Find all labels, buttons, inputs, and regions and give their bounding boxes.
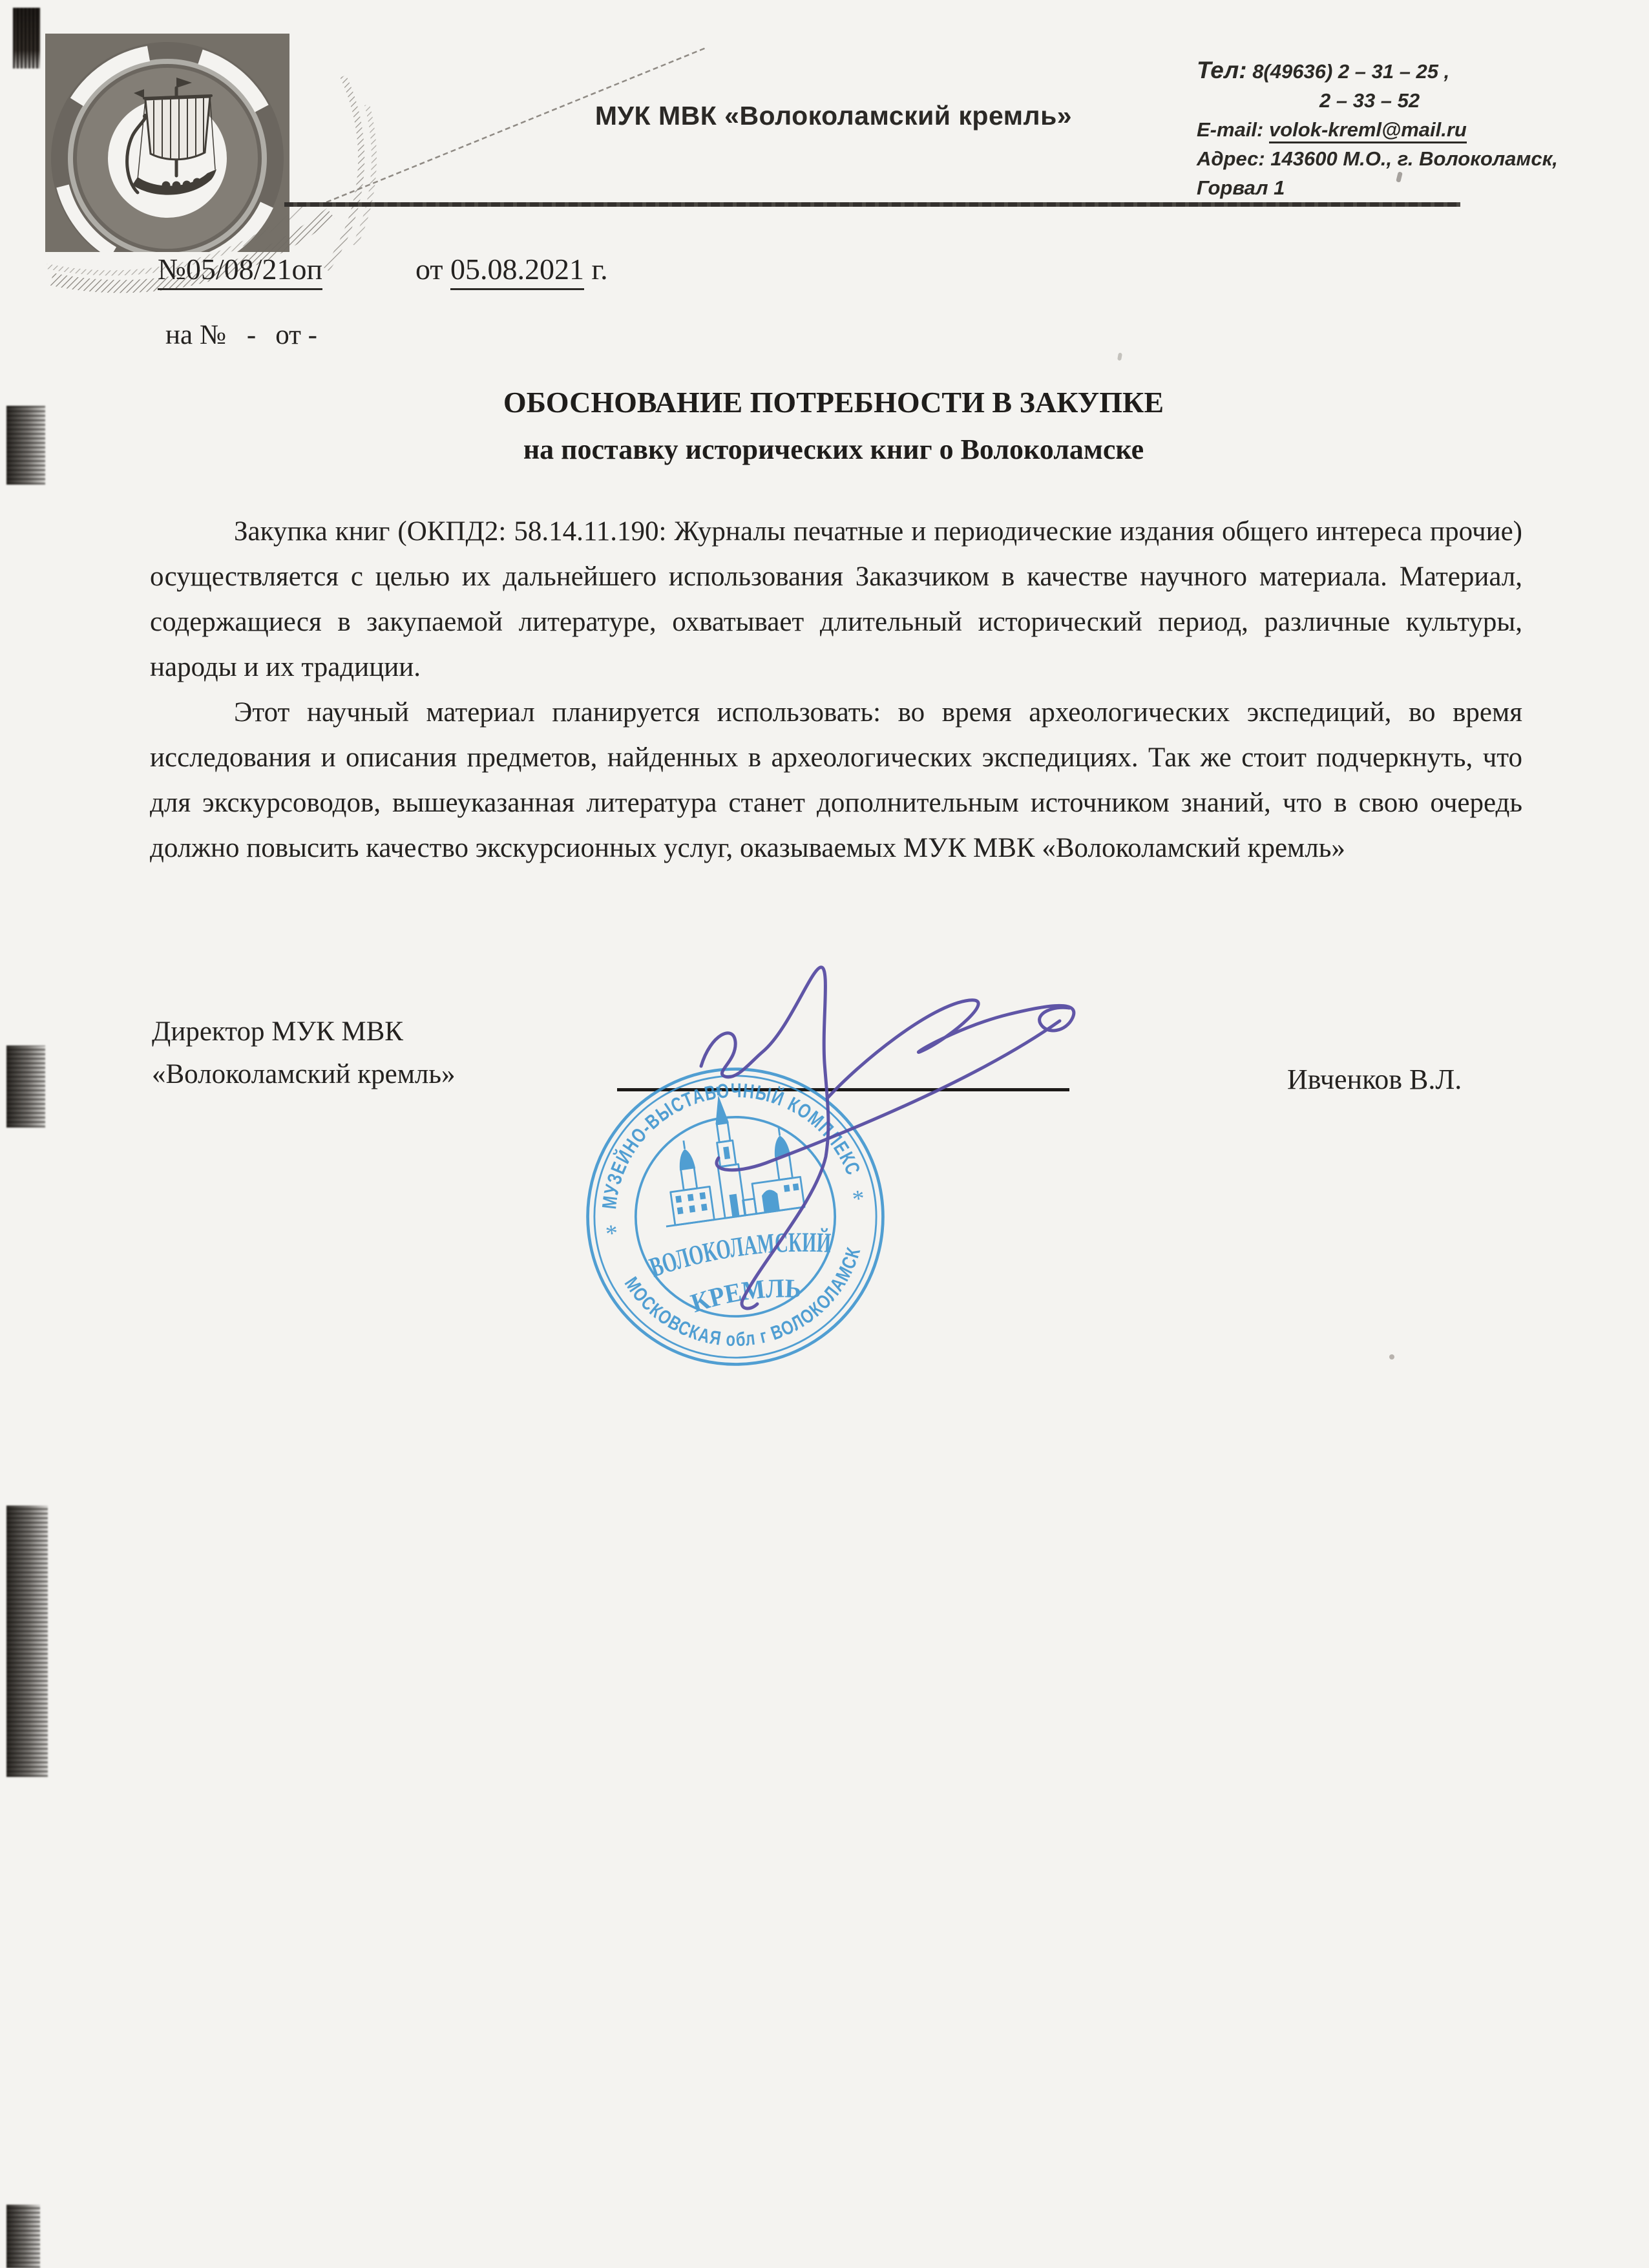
- ship-emblem-logo-icon: [32, 9, 756, 345]
- reply-dash: -: [246, 320, 257, 350]
- address-value2: Горвал 1: [1197, 176, 1285, 199]
- scan-edge-smudge: [6, 2205, 40, 2268]
- address-value: 143600 М.О., г. Волоколамск,: [1270, 147, 1558, 170]
- phone-label: Тел:: [1197, 57, 1247, 83]
- contact-email: [1197, 115, 1597, 144]
- scan-speck: [1117, 353, 1122, 361]
- signer-position-line1: Директор МУК МВК: [152, 1016, 403, 1047]
- signer-position-line2: «Волоколамский кремль»: [152, 1059, 456, 1089]
- signer-name: Ивченков В.Л.: [1287, 1064, 1462, 1095]
- header-divider: [284, 202, 1460, 207]
- org-name: МУК МВК «Волоколамский кремль»: [594, 101, 1073, 131]
- body-text: [150, 509, 1522, 871]
- contact-phone: [1197, 56, 1597, 86]
- paragraph-1: Закупка книг (ОКПД2: 58.14.11.190: Журналы печатные и периодические издания общего интереса прочие) осуществляется с целью их дальнейшего использования Заказчиком в качестве научного материала. Материал, содержащиеся в закупаемой литературе, охватывает длительный исторический период, различные культуры, народы и их традиции.: [150, 516, 1522, 682]
- contact-address2: [1197, 173, 1597, 202]
- document-number-line: [158, 252, 322, 286]
- reply-reference-line: [165, 319, 317, 351]
- title-line2: на поставку исторических книг о Волоколамске: [523, 434, 1144, 465]
- stamp-center-line2: КРЕМЛЬ: [687, 1273, 803, 1318]
- stamp-ring-top-text: МУЗЕЙНО-ВЫСТАВОЧНЫЙ КОМПЛЕКС: [598, 1078, 867, 1210]
- address-label: Адрес:: [1197, 147, 1265, 170]
- phone-value: 8(49636) 2 – 31 – 25 ,: [1252, 60, 1450, 83]
- date-year-suffix: г.: [591, 253, 608, 286]
- stamp-separator-right: *: [850, 1185, 867, 1213]
- contact-block: [1197, 56, 1597, 202]
- reply-na: на №: [165, 320, 226, 350]
- title-line1: ОБОСНОВАНИЕ ПОТРЕБНОСТИ В ЗАКУПКЕ: [503, 386, 1164, 419]
- paragraph-2: Этот научный материал планируется использовать: во время археологических экспедиций, во время исследования и описания предметов, найденных в археологических экспедициях. Так же стоит подчеркнуть, что для экскурсоводов, вышеуказанная литература станет дополнительным источником знаний, что в свою очередь должно повысить качество экскурсионных услуг, оказываемых МУК МВК «Волоколамский кремль»: [150, 697, 1522, 863]
- handwritten-signature-icon: [646, 943, 1137, 1331]
- stamp-separator-left: *: [604, 1219, 620, 1248]
- stamp-center-line1: ВОЛОКОЛАМСКИЙ: [646, 1226, 839, 1283]
- document-date: 05.08.2021: [450, 253, 584, 290]
- scan-edge-smudge: [6, 1045, 45, 1128]
- email-label: E-mail:: [1197, 118, 1264, 141]
- reply-ot: от -: [275, 320, 317, 350]
- contact-address: [1197, 144, 1597, 173]
- contact-phone2: [1197, 86, 1597, 115]
- scan-speck: [1389, 1354, 1394, 1360]
- phone-value2: 2 – 33 – 52: [1319, 89, 1420, 112]
- date-from-word: от: [415, 253, 443, 286]
- scan-edge-smudge: [6, 406, 45, 485]
- email-value: volok-kreml@mail.ru: [1269, 118, 1467, 143]
- document-number: №05/08/21оп: [158, 253, 322, 290]
- document-date-line: [415, 252, 608, 286]
- scan-edge-smudge: [6, 1506, 48, 1777]
- stamp-ring-bottom-text: МОСКОВСКАЯ обл г ВОЛОКОЛАМСК: [620, 1241, 866, 1351]
